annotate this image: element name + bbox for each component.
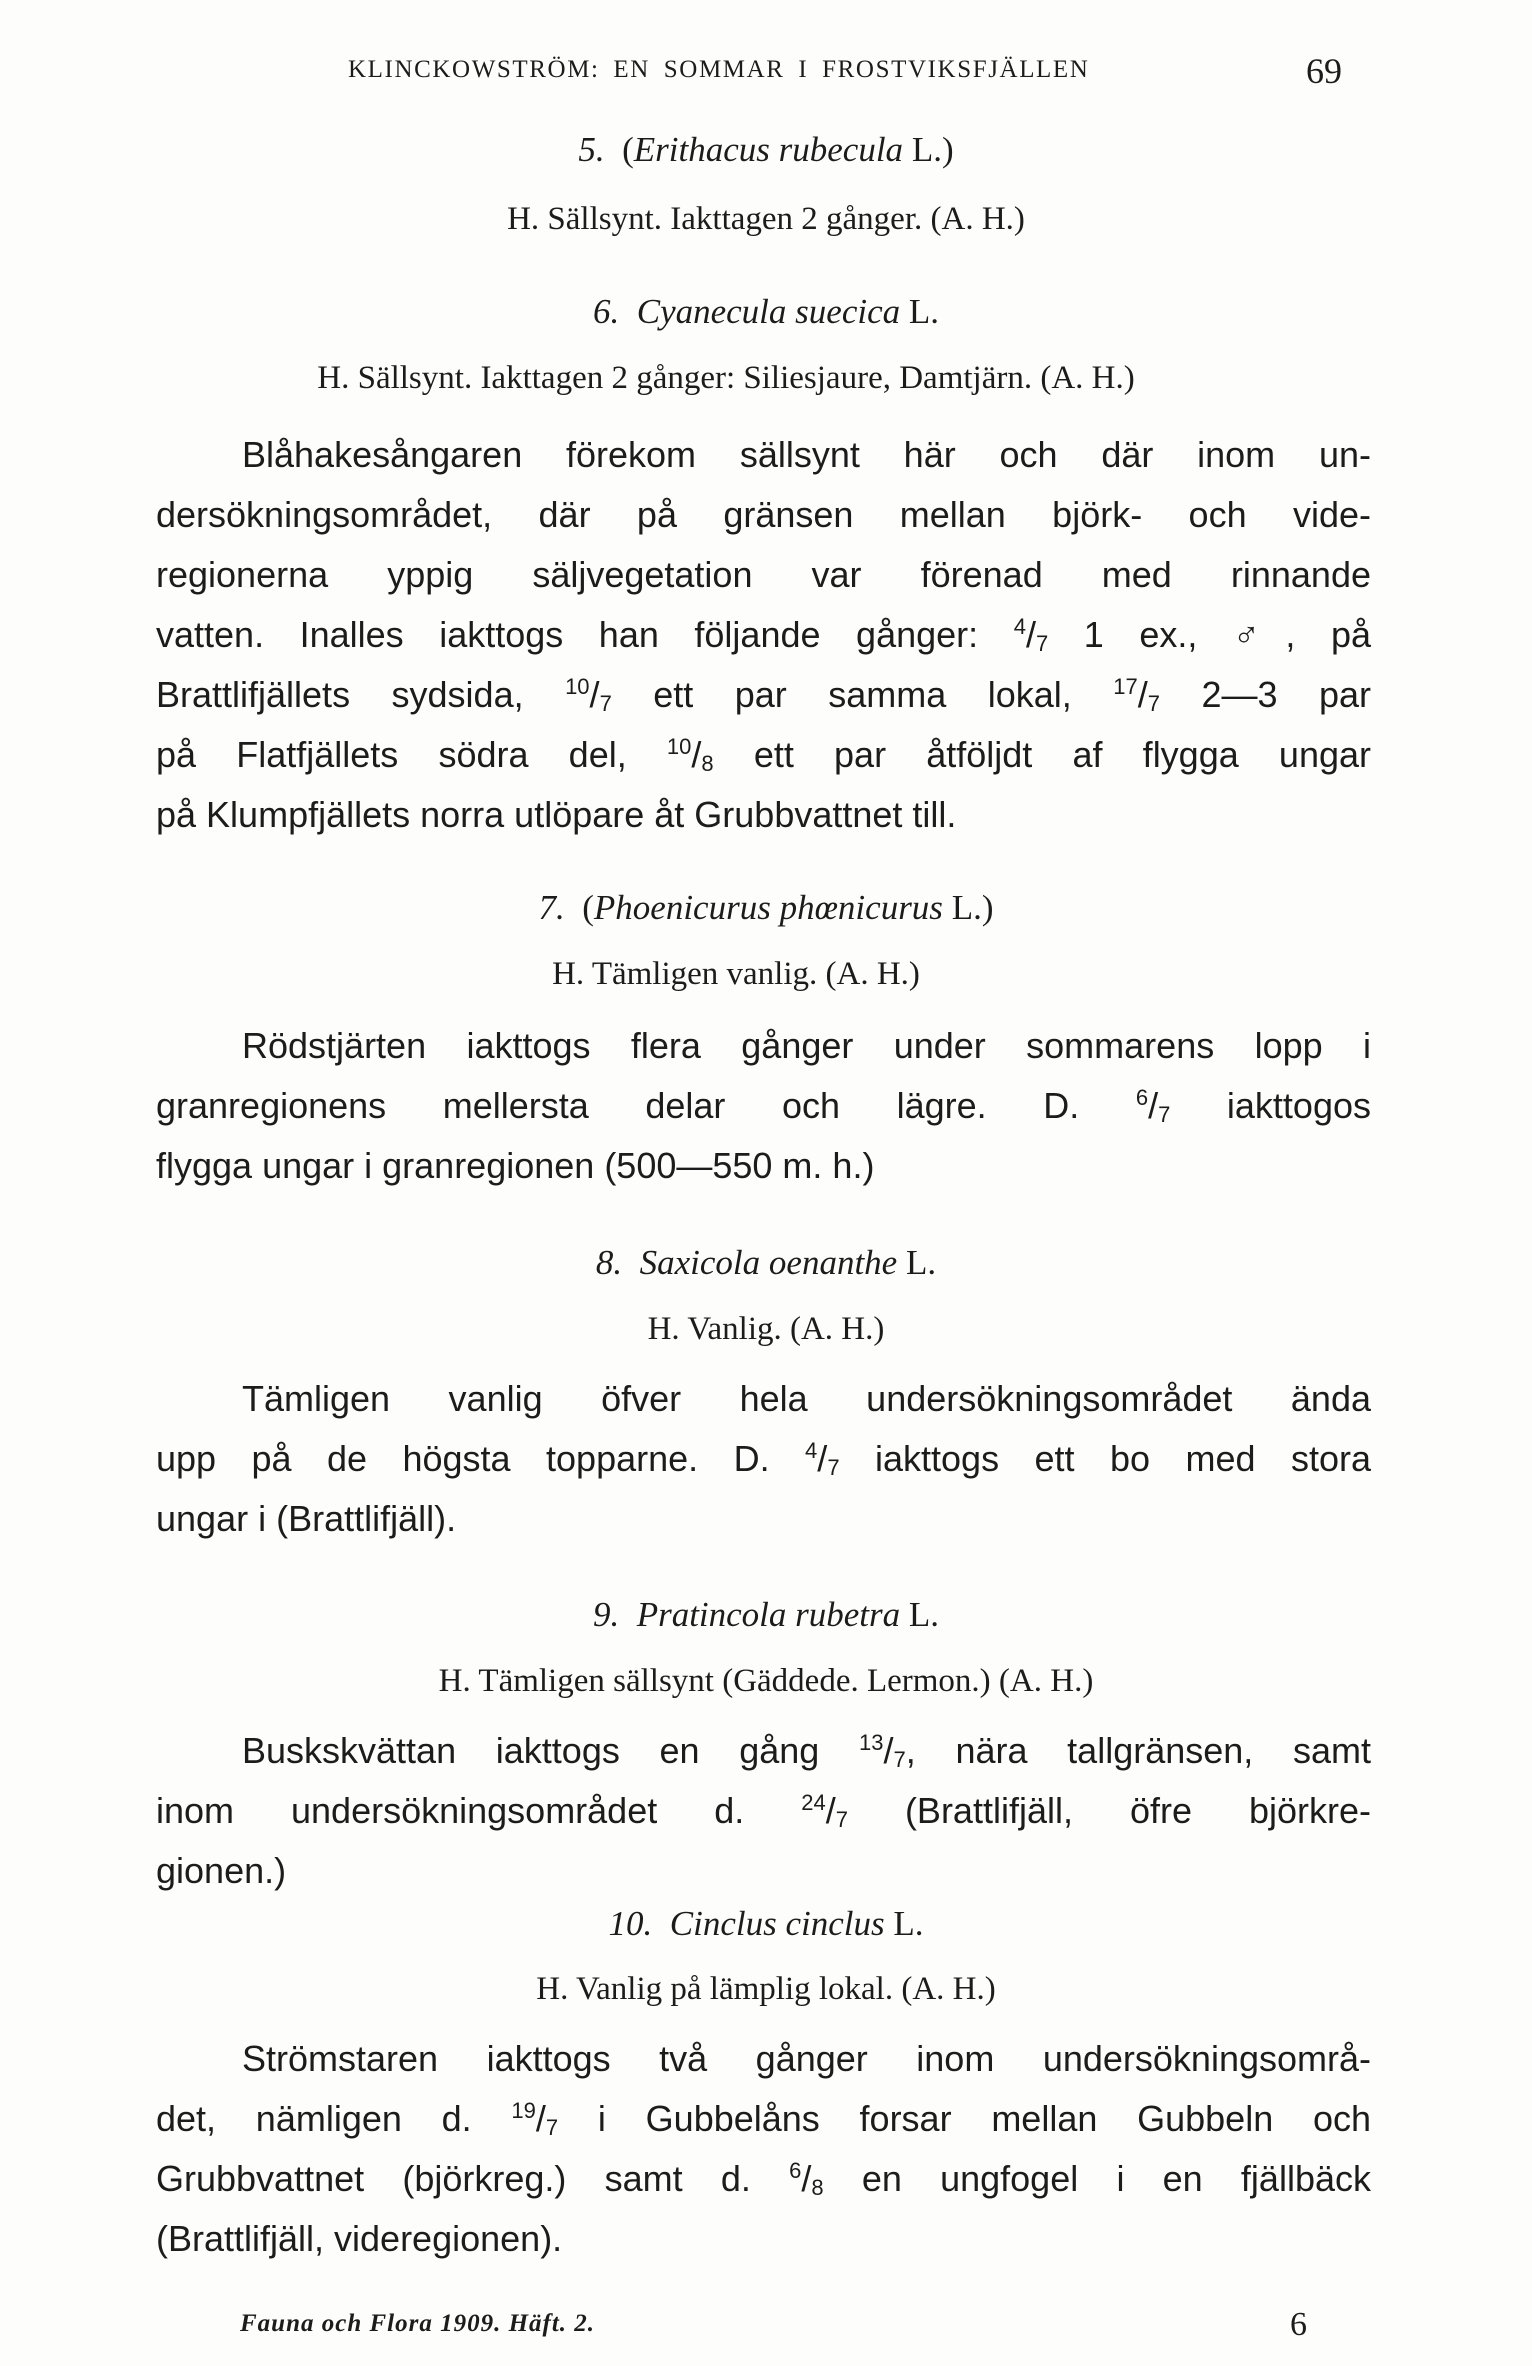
text-line: det, nämligen d. $^{19}/_7$ i Gubbelåns forsar mellan Gubbeln och bbox=[156, 2098, 1372, 2140]
author: L. bbox=[908, 1595, 940, 1634]
bracket: ( bbox=[582, 888, 594, 927]
text-line: Buskskvättan iakttogs en gång $^{13}/_7$, nära tallgränsen, samt bbox=[242, 1730, 1371, 1772]
species-name: Cinclus cinclus bbox=[669, 1904, 885, 1943]
text-line: vatten. Inalles iakttogs han följande gånger: $^4/_7$ 1 ex., ♂, på bbox=[156, 614, 1371, 656]
running-title: KLINCKOWSTRÖM: EN SOMMAR I FROSTVIKSFJÄLLEN bbox=[348, 56, 1090, 83]
entry-number: 9. bbox=[592, 1595, 620, 1634]
author: L.) bbox=[951, 888, 994, 927]
text-line: (Brattlifjäll, videregionen). bbox=[156, 2218, 563, 2259]
bracket: ( bbox=[622, 130, 634, 169]
journal-footer: Fauna och Flora 1909. Häft. 2. bbox=[240, 2310, 596, 2337]
entry-number: 10. bbox=[608, 1904, 653, 1943]
text-line: på Klumpfjällets norra utlöpare åt Grubbvattnet till. bbox=[156, 794, 957, 835]
species-name: Cyanecula suecica bbox=[636, 292, 901, 331]
species-name: Pratincola rubetra bbox=[636, 1595, 901, 1634]
entry-number: 5. bbox=[578, 130, 605, 169]
status-line: H. Tämligen sällsynt (Gäddede. Lermon.) (A. H.) bbox=[438, 1663, 1094, 1699]
entry-number: 8. bbox=[595, 1243, 623, 1282]
species-name: Phoenicurus phœnicurus bbox=[593, 888, 943, 927]
entry-number: 6. bbox=[592, 292, 620, 331]
text-line: regionerna yppig säljvegetation var förenad med rinnande bbox=[156, 554, 1371, 595]
text-line: på Flatfjällets södra del, $^{10}/_8$ ett par åtföljdt af flygga ungar bbox=[156, 734, 1372, 776]
text-line: Blåhakesångaren förekom sällsynt här och där inom un- bbox=[242, 434, 1371, 475]
status-line: H. Vanlig på lämplig lokal. (A. H.) bbox=[536, 1971, 996, 2007]
text-line: Tämligen vanlig öfver hela undersökningsområdet ända bbox=[242, 1378, 1371, 1419]
species-heading bbox=[0, 292, 1532, 332]
species-heading bbox=[0, 1243, 1532, 1283]
status-line: H. Sällsynt. Iakttagen 2 gånger. (A. H.) bbox=[507, 201, 1025, 237]
author: L. bbox=[905, 1243, 937, 1282]
text-line: inom undersökningsområdet d. $^{24}/_7$ (Brattlifjäll, öfre björkre- bbox=[156, 1790, 1371, 1832]
signature-mark: 6 bbox=[1290, 2306, 1307, 2343]
entry-number: 7. bbox=[538, 888, 565, 927]
species-heading bbox=[0, 1595, 1532, 1635]
species-paragraph bbox=[156, 1016, 1371, 1196]
species-paragraph bbox=[156, 1721, 1371, 1901]
author: L. bbox=[908, 292, 939, 331]
species-paragraph bbox=[156, 2029, 1371, 2269]
status-line: H. Vanlig. (A. H.) bbox=[647, 1311, 885, 1347]
species-heading bbox=[0, 888, 1532, 928]
text-line: Rödstjärten iakttogs flera gånger under sommarens lopp i bbox=[242, 1025, 1371, 1066]
author: L. bbox=[893, 1904, 924, 1943]
text-line: upp på de högsta topparne. D. $^4/_7$ iakttogs ett bo med stora bbox=[156, 1438, 1371, 1480]
text-line: granregionens mellersta delar och lägre. D. $^6/_7$ iakttogos bbox=[156, 1085, 1371, 1127]
species-heading bbox=[0, 1904, 1532, 1944]
author: L.) bbox=[911, 130, 954, 169]
status-line: H. Tämligen vanlig. (A. H.) bbox=[552, 956, 920, 992]
species-name: Saxicola oenanthe bbox=[639, 1243, 898, 1282]
text-line: Grubbvattnet (björkreg.) samt d. $^6/_8$ en ungfogel i en fjällbäck bbox=[156, 2158, 1371, 2200]
status-line: H. Sällsynt. Iakttagen 2 gånger: Siliesjaure, Damtjärn. (A. H.) bbox=[317, 360, 1135, 396]
text-line: ungar i (Brattlifjäll). bbox=[156, 1498, 457, 1539]
text-line: flygga ungar i granregionen (500—550 m. h.) bbox=[156, 1145, 875, 1186]
page-number: 69 bbox=[1306, 51, 1342, 91]
text-line: gionen.) bbox=[156, 1850, 287, 1891]
text-line: Strömstaren iakttogs två gånger inom undersökningsområ- bbox=[242, 2038, 1371, 2079]
species-paragraph bbox=[156, 1369, 1371, 1549]
species-name: Erithacus rubecula bbox=[633, 130, 904, 169]
text-line: dersökningsområdet, där på gränsen mellan björk- och vide- bbox=[156, 494, 1371, 535]
text-line: Brattlifjällets sydsida, $^{10}/_7$ ett par samma lokal, $^{17}/_7$ 2—3 par bbox=[156, 674, 1371, 716]
species-heading bbox=[0, 130, 1532, 170]
species-paragraph bbox=[156, 425, 1371, 845]
